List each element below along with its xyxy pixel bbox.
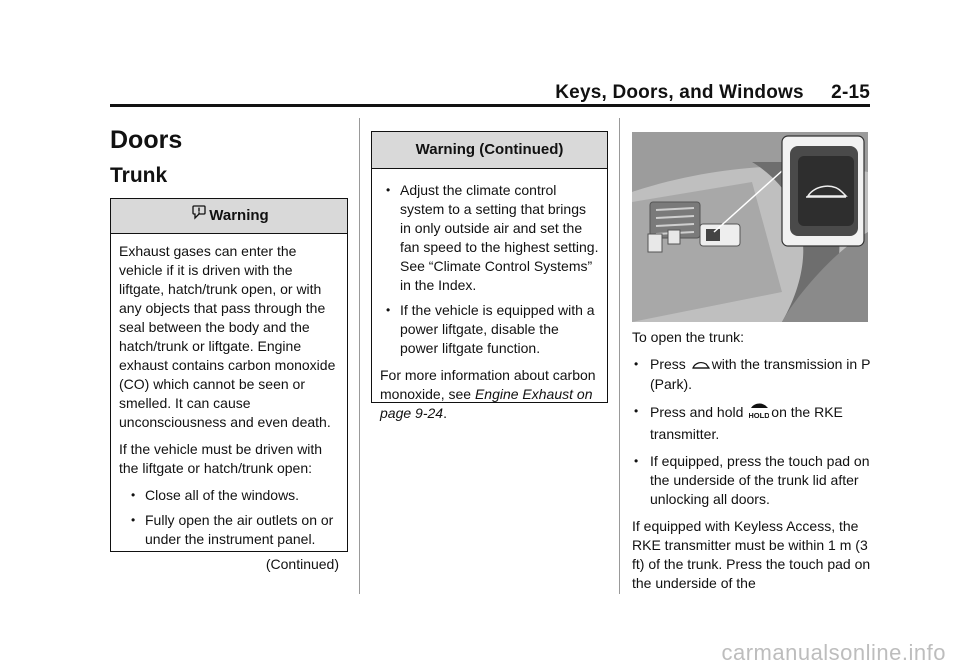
watermark: carmanualsonline.info	[721, 640, 946, 665]
warning-icon	[191, 199, 207, 233]
warning-box	[110, 198, 348, 572]
continued-label: (Continued)	[265, 556, 339, 572]
warning-continued-body	[372, 169, 607, 437]
list-item: • Fully open the air outlets on or under the instrument panel.	[131, 512, 334, 547]
list-item: • Close all of the windows.	[131, 487, 300, 503]
page-number: 2-15	[831, 82, 870, 103]
trunk-release-illustration	[632, 132, 868, 322]
warning-body	[111, 234, 347, 580]
column-divider-2	[619, 118, 620, 594]
warning-paragraph-2: If the vehicle must be driven with the liftgate or hatch/trunk open:	[119, 441, 323, 476]
list-item: • Adjust the climate control system to a setting that brings in only outside air and set the fan speed to the highest setting. See “Climate Control Systems” in the Index.	[386, 182, 599, 293]
list-item: • Press with the transmission in P (Park).	[634, 356, 871, 392]
header-text	[555, 82, 870, 104]
section-subtitle: Trunk	[110, 164, 168, 187]
list-item: • If equipped, press the touch pad on the underside of the trunk lid after unlocking all doors.	[634, 452, 870, 507]
warning-paragraph-1: Exhaust gases can enter the vehicle if it is driven with the liftgate, hatch/trunk open, or with any objects that pass through the seal between the body and the hatch/trunk or liftgate. Engine exhaust contains carbon monoxide (CO) which cannot be seen or smelled. It can cause unconsciousness and even death.	[119, 243, 336, 430]
header-title: Keys, Doors, and Windows	[555, 82, 804, 103]
list-item: • Press and hold HOLD on the RKE transmitter.	[634, 403, 843, 442]
rke-trunk-icon	[749, 402, 769, 425]
keyless-access-paragraph: If equipped with Keyless Access, the RKE transmitter must be within 1 m (3 ft) of the trunk. Press the touch pad on the underside of the	[632, 517, 871, 591]
trunk-release-icon	[692, 356, 710, 375]
warning-continued-header: Warning (Continued)	[372, 132, 607, 169]
column-divider-1	[359, 118, 360, 594]
open-trunk-intro: To open the trunk:	[632, 329, 745, 345]
open-trunk-instructions	[632, 328, 872, 601]
warning-header	[111, 199, 347, 234]
page-header	[110, 82, 870, 104]
rke-icon-text: HOLD	[749, 410, 770, 420]
section-title: Doors	[110, 126, 183, 154]
list-item: • If the vehicle is equipped with a power liftgate, disable the power liftgate function.	[386, 302, 595, 356]
cross-reference-link[interactable]: Engine Exhaust on page 9-24	[380, 386, 593, 421]
warning-title: Warning	[209, 207, 269, 224]
warning-continued-box	[371, 131, 608, 421]
info-paragraph: For more information about carbon monoxide, see Engine Exhaust on page 9-24.	[380, 367, 596, 421]
header-rule	[110, 104, 870, 107]
